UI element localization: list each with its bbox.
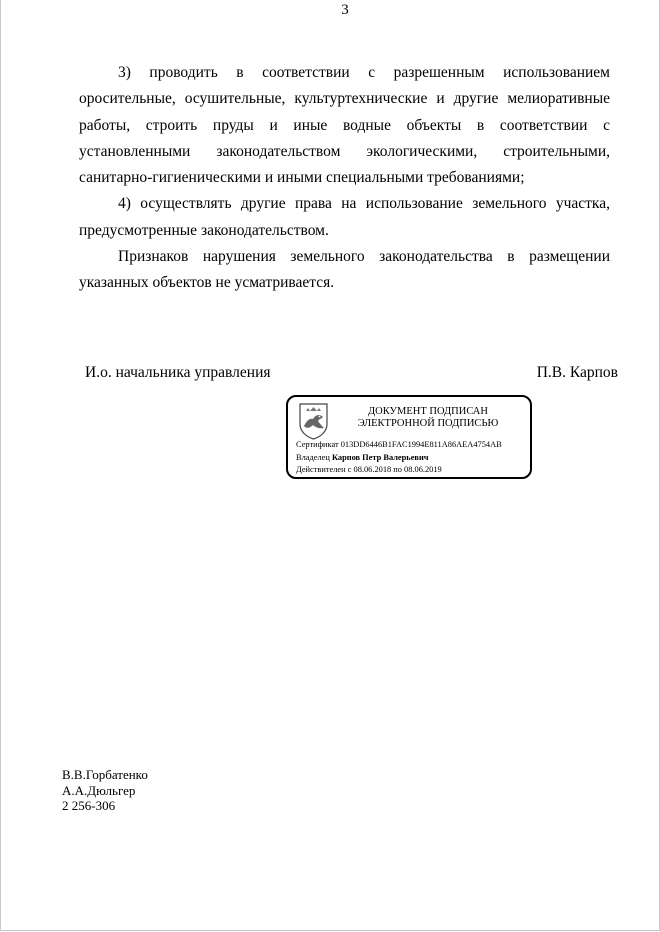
signer-name: П.В. Карпов [536, 364, 618, 381]
paragraph-item-3: 3) проводить в соответствии с разрешенным использованием оросительные, осушительные, культуртехнические и другие мелиоративные работы, строить пруды и иные водные объекты в соответствии с установленными законодательством экологическими, строительными, санитарно-гигиеническими и иными специальными требованиями; [79, 64, 610, 187]
stamp-validity-line [296, 464, 502, 477]
valid-to-date: 08.06.2019 [404, 465, 442, 474]
paragraph-item-4: 4) осуществлять другие права на использование земельного участка, предусмотренные законодательством. [79, 195, 610, 239]
electronic-signature-stamp [286, 395, 532, 479]
certificate-label: Сертификат [296, 440, 339, 449]
executor-name-1: В.В.Горбатенко [62, 767, 148, 782]
stamp-certificate-line [296, 439, 502, 452]
paragraph-conclusion: Признаков нарушения земельного законодательства в размещении указанных объектов не усматривается. [79, 248, 610, 292]
executor-phone: 2 256-306 [62, 798, 116, 813]
owner-value: Карпов Петр Валерьевич [331, 452, 429, 462]
stamp-title-line2: ЭЛЕКТРОННОЙ ПОДПИСЬЮ [357, 418, 499, 429]
stamp-title-line1: ДОКУМЕНТ ПОДПИСАН [368, 406, 488, 417]
document-body [79, 60, 610, 297]
valid-from-date: 08.06.2018 [353, 465, 392, 474]
page-number: 3 [341, 2, 349, 18]
stamp-details [296, 439, 502, 477]
owner-label: Владелец [296, 452, 330, 462]
executor-name-2: А.А.Дюльгер [62, 782, 136, 798]
signature-row [85, 364, 618, 382]
certificate-value: 013DD6446B1FAC1994E811A86AEA4754AB [340, 440, 502, 449]
executor-footer [62, 767, 148, 814]
valid-label: Действителен [296, 465, 346, 474]
coat-of-arms-icon [298, 402, 329, 440]
stamp-title [336, 406, 520, 430]
stamp-owner-line [296, 452, 502, 465]
signer-position: И.о. начальника управления [85, 364, 271, 381]
valid-from-label: с [347, 465, 352, 474]
valid-to-label: по [393, 465, 402, 474]
